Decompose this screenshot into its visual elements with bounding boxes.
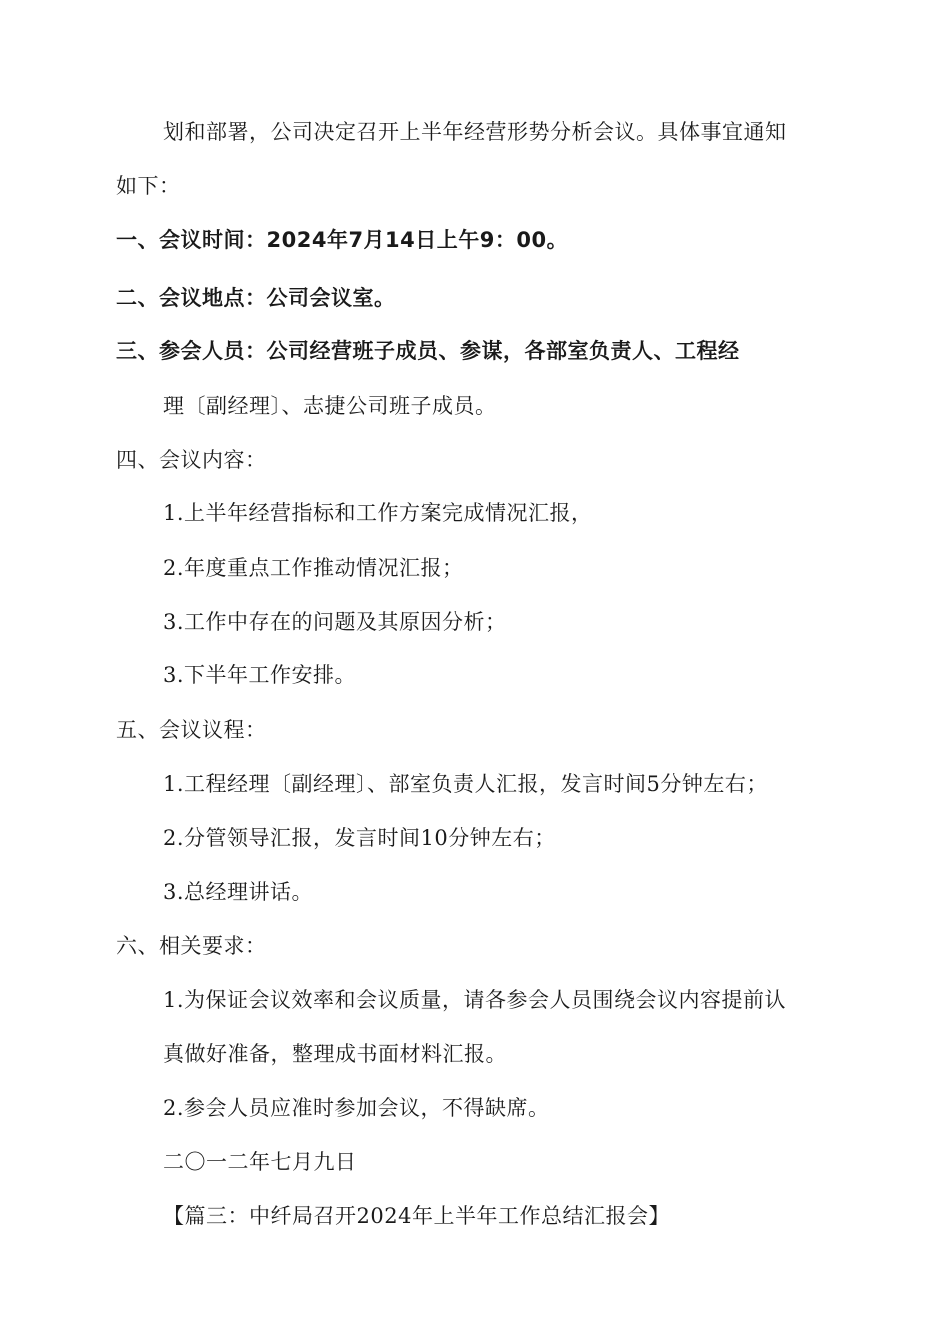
section-meeting-place: 二、会议地点：公司会议室。 [116, 286, 396, 310]
document-date: 二〇一二年七月九日 [163, 1150, 357, 1174]
next-article-title: 【篇三：中纤局召开2024年上半年工作总结汇报会】 [163, 1204, 670, 1228]
section-requirements-heading: 六、相关要求： [116, 934, 267, 958]
content-item-3: 3.工作中存在的问题及其原因分析； [163, 610, 507, 634]
section-agenda-heading: 五、会议议程： [116, 718, 267, 742]
section-attendees-line-2: 理〔副经理〕、志捷公司班子成员。 [163, 394, 497, 418]
requirement-item-2: 2.参会人员应准时参加会议，不得缺席。 [163, 1096, 550, 1120]
agenda-item-2: 2.分管领导汇报，发言时间10分钟左右； [163, 826, 556, 850]
section-meeting-content-heading: 四、会议内容： [116, 448, 267, 472]
agenda-item-1: 1.工程经理〔副经理〕、部室负责人汇报，发言时间5分钟左右； [163, 772, 768, 796]
requirement-item-1-line-2: 真做好准备，整理成书面材料汇报。 [163, 1042, 507, 1066]
content-item-2: 2.年度重点工作推动情况汇报； [163, 556, 464, 580]
agenda-item-3: 3.总经理讲话。 [163, 880, 314, 904]
content-item-1: 1.上半年经营指标和工作方案完成情况汇报， [163, 501, 593, 525]
content-item-4: 3.下半年工作安排。 [163, 663, 357, 687]
section-attendees-line-1: 三、参会人员：公司经营班子成员、参谋，各部室负责人、工程经 [116, 339, 740, 363]
paragraph-intro-line-1: 划和部署，公司决定召开上半年经营形势分析会议。具体事宜通知 [163, 120, 787, 144]
section-meeting-time: 一、会议时间：2024年7月14日上午9：00。 [116, 228, 569, 252]
requirement-item-1-line-1: 1.为保证会议效率和会议质量，请各参会人员围绕会议内容提前认 [163, 988, 787, 1012]
paragraph-intro-line-2: 如下： [116, 174, 181, 198]
